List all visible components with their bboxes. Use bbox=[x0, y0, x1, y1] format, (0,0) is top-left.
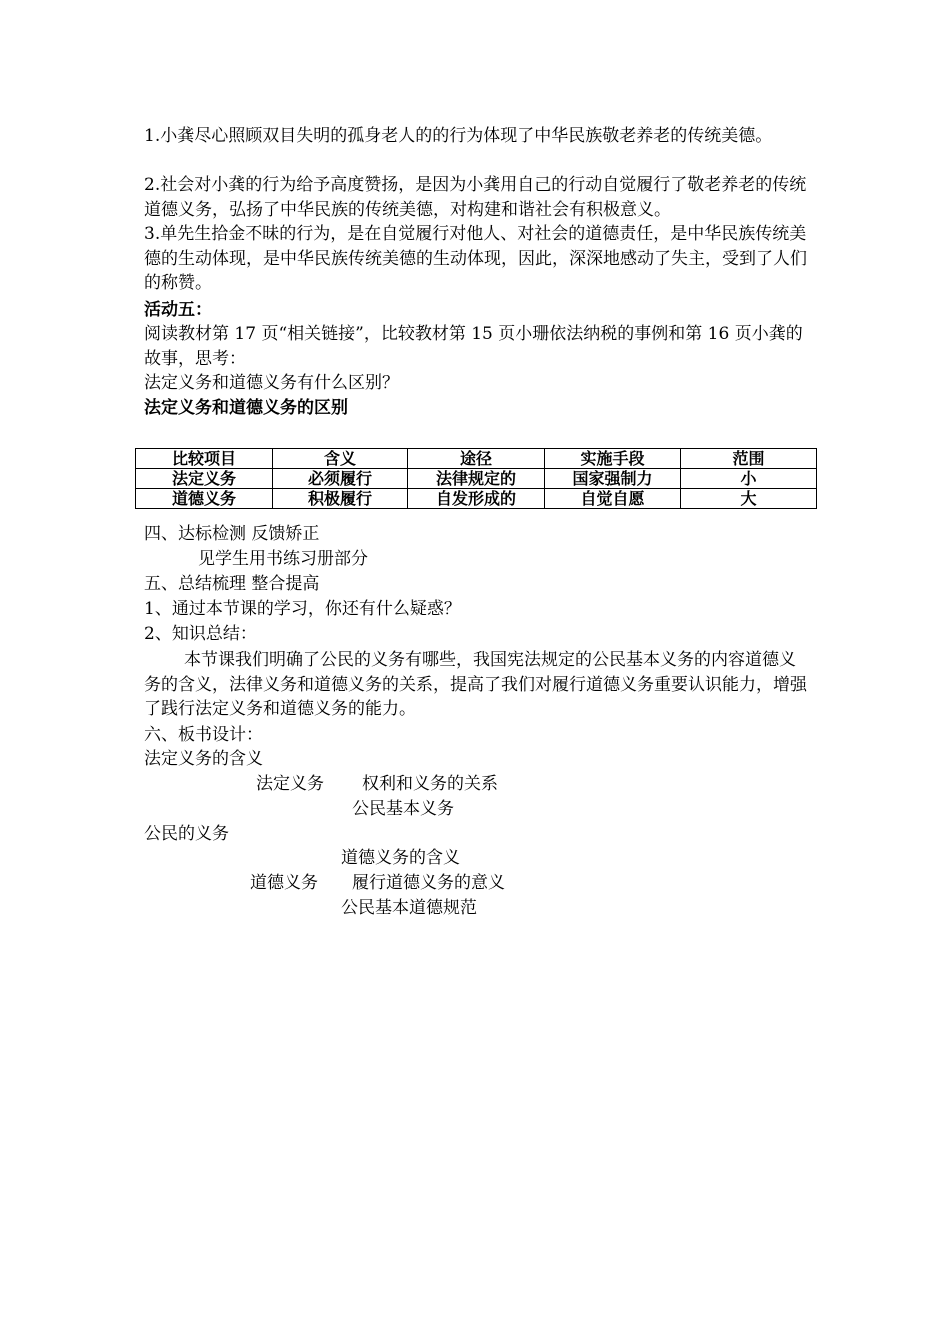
board-basic-duties: 公民基本义务 bbox=[352, 799, 454, 819]
table-header-cell: 含义 bbox=[273, 449, 408, 469]
paragraph-2: 2.社会对小龚的行为给予高度赞扬，是因为小龚用自己的行动自觉履行了敬老养老的传统道德义务，弘扬了中华民族的传统美德，对构建和谐社会有积极意义。 bbox=[144, 175, 807, 220]
table-header-cell: 比较项目 bbox=[136, 449, 273, 469]
section-5-heading: 五、总结梳理 整合提高 bbox=[144, 574, 320, 594]
summary-paragraph: 本节课我们明确了公民的义务有哪些，我国宪法规定的公民基本义务的内容道德义务的含义，法律义务和道德义务的关系，提高了我们对履行道德义务重要认识能力，增强了践行法定义务和道德义务的能力。 bbox=[144, 650, 807, 719]
section-6-heading: 六、板书设计： bbox=[144, 725, 263, 745]
board-legal-duty: 法定义务 bbox=[256, 774, 324, 794]
table-header-cell: 范围 bbox=[681, 449, 817, 469]
table-cell: 积极履行 bbox=[273, 489, 408, 509]
question: 法定义务和道德义务有什么区别？ bbox=[144, 373, 399, 393]
summary-item-2: 2、知识总结： bbox=[144, 624, 257, 644]
table-cell: 道德义务 bbox=[136, 489, 273, 509]
table-title: 法定义务和道德义务的区别 bbox=[144, 398, 348, 418]
section-4-sub: 见学生用书练习册部分 bbox=[198, 549, 368, 569]
table-row bbox=[136, 469, 817, 489]
table-row bbox=[136, 489, 817, 509]
comparison-table bbox=[135, 448, 817, 509]
table-cell: 大 bbox=[681, 489, 817, 509]
table-header-cell: 途径 bbox=[408, 449, 545, 469]
table-header-cell: 实施手段 bbox=[545, 449, 681, 469]
table-cell: 法律规定的 bbox=[408, 469, 545, 489]
table-cell: 自发形成的 bbox=[408, 489, 545, 509]
table-cell: 小 bbox=[681, 469, 817, 489]
table-cell: 自觉自愿 bbox=[545, 489, 681, 509]
table-cell: 法定义务 bbox=[136, 469, 273, 489]
table-header-row bbox=[136, 449, 817, 469]
board-rights-duties: 权利和义务的关系 bbox=[362, 774, 498, 794]
board-line-1: 法定义务的含义 bbox=[144, 749, 263, 769]
board-moral-norms: 公民基本道德规范 bbox=[341, 898, 477, 918]
activity5-text: 阅读教材第 17 页“相关链接”，比较教材第 15 页小珊依法纳税的事例和第 16 页小龚的故事，思考： bbox=[144, 324, 803, 369]
table-cell: 必须履行 bbox=[273, 469, 408, 489]
board-moral-meaning: 道德义务的含义 bbox=[341, 848, 460, 868]
paragraph-3: 3.单先生拾金不昧的行为，是在自觉履行对他人、对社会的道德责任，是中华民族传统美德的生动体现，是中华民族传统美德的生动体现，因此，深深地感动了失主，受到了人们的称赞。 bbox=[144, 224, 807, 293]
activity5-heading: 活动五： bbox=[144, 300, 212, 320]
board-citizen-duties: 公民的义务 bbox=[144, 824, 229, 844]
section-4-heading: 四、达标检测 反馈矫正 bbox=[144, 524, 320, 544]
table-cell: 国家强制力 bbox=[545, 469, 681, 489]
board-moral-significance: 履行道德义务的意义 bbox=[352, 873, 505, 893]
summary-item-1: 1、通过本节课的学习，你还有什么疑惑？ bbox=[144, 599, 461, 619]
board-moral-duty: 道德义务 bbox=[250, 873, 318, 893]
paragraph-1: 1.小龚尽心照顾双目失明的孤身老人的的行为体现了中华民族敬老养老的传统美德。 bbox=[144, 126, 773, 146]
